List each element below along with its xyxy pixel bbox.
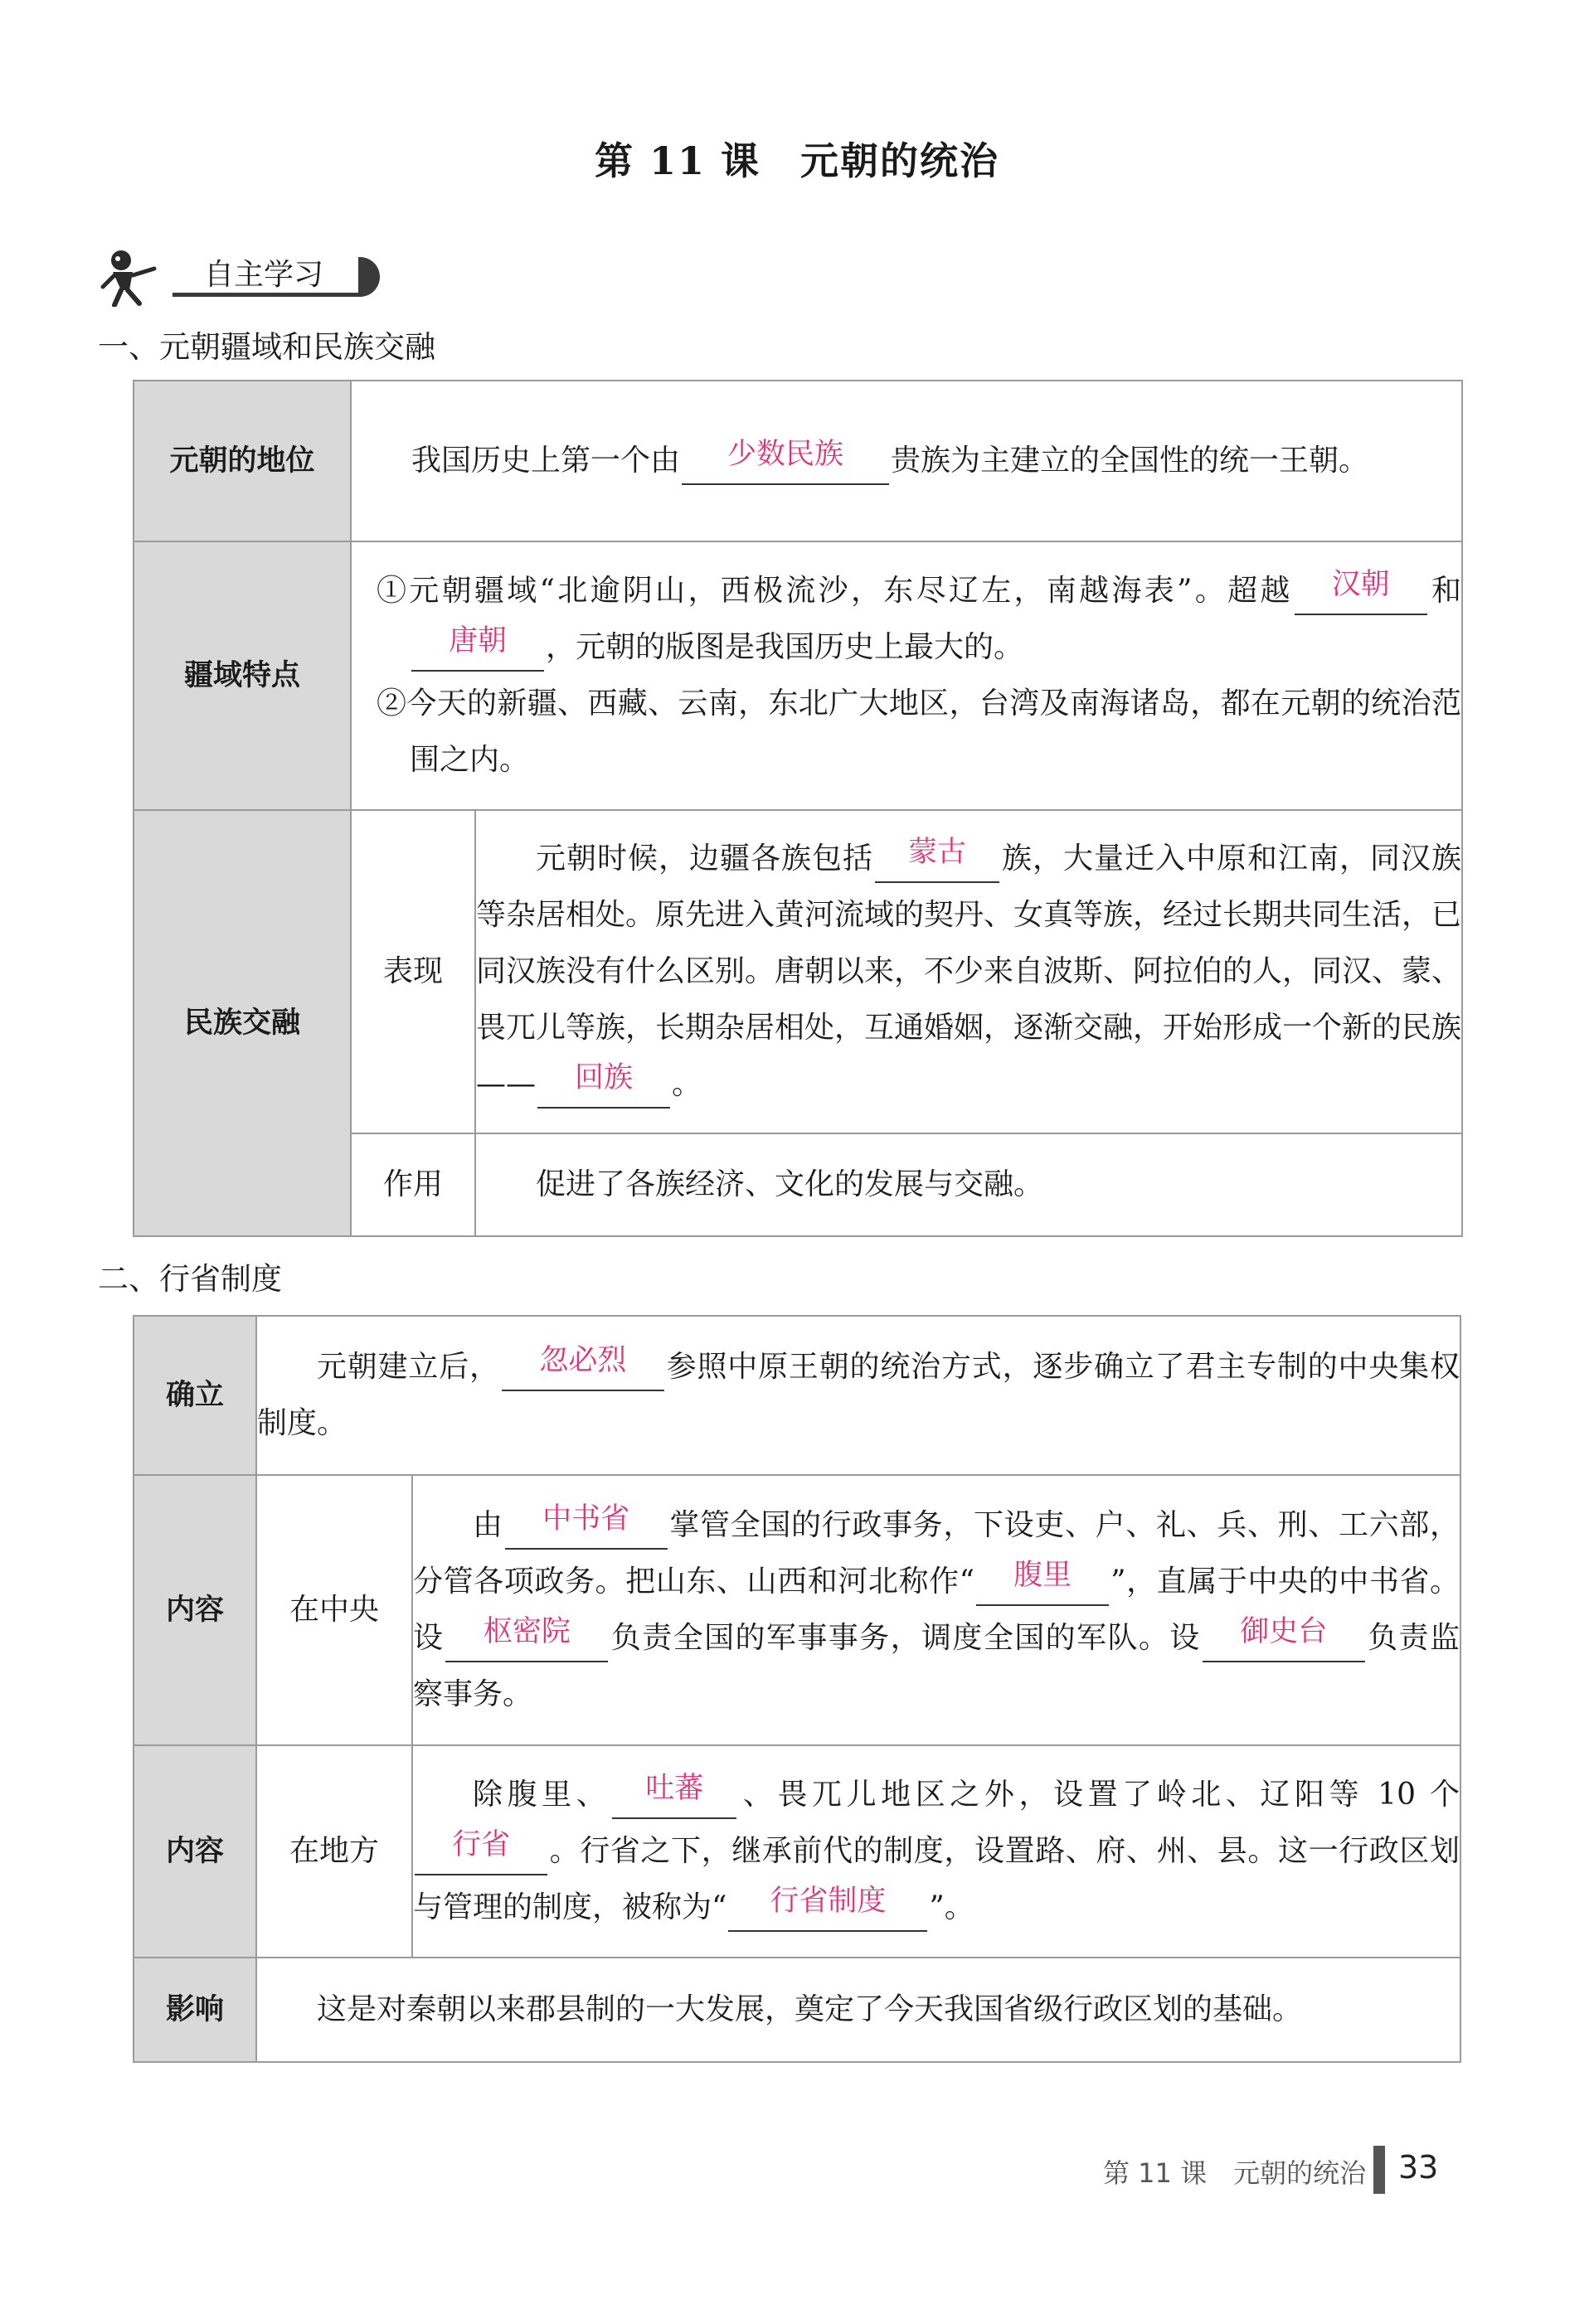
footer-lesson: 第 11 课 元朝的统治: [1103, 2157, 1367, 2189]
row-sublabel: 在中央: [256, 1475, 412, 1745]
answer-blank: 回族: [537, 1062, 670, 1109]
row-label: 内容: [134, 1475, 256, 1745]
row-content: 由 中书省 掌管全国的行政事务，下设吏、户、礼、兵、刑、工六部，分管各项政务。把山东、山西和河北称作“ 腹里 ”，直属于中央的中书省。设 枢密院 负责全国的军事事务，调度全国的军队。设 御史台 负责监察事务。: [412, 1475, 1460, 1745]
answer-blank: 唐朝: [411, 625, 544, 672]
row-content: 我国历史上第一个由 少数民族 贵族为主建立的全国性的统一王朝。: [351, 381, 1462, 541]
row-label: 影响: [134, 1958, 256, 2062]
page-footer: [1103, 2146, 1534, 2195]
footer-divider: [1373, 2146, 1385, 2194]
answer-blank: 行省制度: [728, 1885, 927, 1932]
answer-blank: 枢密院: [445, 1616, 608, 1662]
answer-blank: 中书省: [505, 1503, 668, 1550]
answer-blank: 蒙古: [875, 837, 999, 883]
page-number: 33: [1398, 2149, 1439, 2186]
badge-label: 自主学习: [173, 257, 358, 297]
row-sublabel: 表现: [351, 810, 475, 1133]
table-row: [134, 1316, 1460, 1475]
table-province: [133, 1315, 1461, 2063]
row-content: 元朝建立后， 忽必烈 参照中原王朝的统治方式，逐步确立了君主专制的中央集权制度。: [256, 1316, 1460, 1475]
row-content: 元朝时候，边疆各族包括 蒙古 族，大量迁入中原和江南，同汉族等杂居相处。原先进入黄河流域的契丹、女真等族，经过长期共同生活，已同汉族没有什么区别。唐朝以来，不少来自波斯、阿拉伯的人，同汉、蒙、畏兀儿等族，长期杂居相处，互通婚姻，逐渐交融，开始形成一个新的民族—— 回族 。: [475, 810, 1462, 1133]
answer-blank: 忽必烈: [502, 1345, 664, 1391]
table-row: [134, 810, 1462, 1133]
page-title: 第 11 课 元朝的统治: [594, 138, 1000, 183]
section-badge: [96, 247, 395, 307]
answer-blank: 少数民族: [682, 439, 889, 485]
row-label: 元朝的地位: [134, 381, 351, 541]
row-content: ①元朝疆域“北逾阴山，西极流沙，东尽辽左，南越海表”。超越 汉朝 和唐朝 ，元朝的版图是我国历史上最大的。 ②今天的新疆、西藏、云南，东北广大地区，台湾及南海诸岛，都在元朝的统治范围之内。: [351, 541, 1462, 810]
table-row: [134, 1958, 1460, 2062]
row-label: 确立: [134, 1316, 256, 1475]
table-territory: [133, 380, 1463, 1237]
answer-blank: 汉朝: [1295, 569, 1427, 615]
table-row: [134, 541, 1462, 810]
row-content: 促进了各族经济、文化的发展与交融。: [475, 1133, 1462, 1236]
answer-blank: 腹里: [976, 1560, 1109, 1606]
row-content: 除腹里、 吐蕃 、畏兀儿地区之外，设置了岭北、辽阳等 10 个行省 。行省之下，继承前代的制度，设置路、府、州、县。这一行政区划与管理的制度，被称为“ 行省制度 ”。: [412, 1745, 1460, 1958]
table-row: [134, 1475, 1460, 1745]
section-heading-2: 二、行省制度: [98, 1261, 282, 1297]
row-content: 这是对秦朝以来郡县制的一大发展，奠定了今天我国省级行政区划的基础。: [256, 1958, 1460, 2062]
answer-blank: 吐蕃: [612, 1773, 736, 1819]
table-row: [134, 1745, 1460, 1958]
row-label: 内容: [134, 1745, 256, 1958]
section-heading-1: 一、元朝疆域和民族交融: [98, 329, 435, 365]
row-sublabel: 作用: [351, 1133, 475, 1236]
answer-blank: 行省: [415, 1829, 547, 1875]
row-sublabel: 在地方: [256, 1745, 412, 1958]
row-label: 疆域特点: [134, 541, 351, 810]
row-label: 民族交融: [134, 810, 351, 1236]
answer-blank: 御史台: [1203, 1616, 1365, 1662]
table-row: [134, 381, 1462, 541]
mascot-icon: [96, 247, 171, 307]
